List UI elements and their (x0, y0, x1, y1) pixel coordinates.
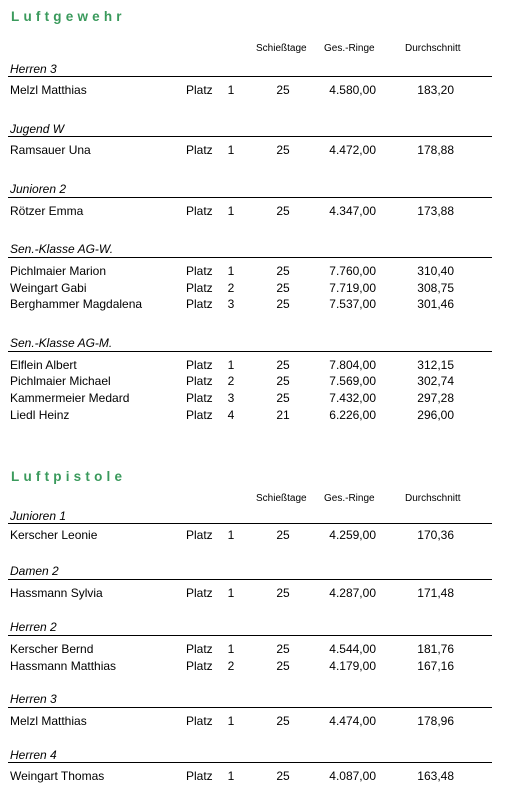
table-row (0, 528, 512, 544)
avg-value: 171,48 (417, 586, 454, 600)
rank-value: 2 (227, 281, 235, 295)
days-value: 25 (276, 83, 290, 97)
shooter-name: Rötzer Emma (10, 204, 84, 218)
category-label: Herren 3 (10, 692, 57, 706)
days-value: 25 (276, 264, 290, 278)
header-ges-ringe: Ges.-Ringe (324, 493, 375, 504)
avg-value: 178,88 (417, 143, 454, 157)
rank-value: 1 (227, 642, 235, 656)
category-rule (8, 76, 492, 77)
rank-value: 1 (227, 83, 235, 97)
avg-value: 183,20 (417, 83, 454, 97)
table-row (0, 83, 512, 99)
rank-value: 3 (227, 297, 235, 311)
platz-label: Platz (186, 143, 213, 157)
category-label: Herren 2 (10, 620, 57, 634)
shooter-name: Kerscher Leonie (10, 528, 98, 542)
platz-label: Platz (186, 769, 213, 783)
category-label: Jugend W (10, 122, 65, 136)
table-row (0, 714, 512, 730)
shooter-name: Melzl Matthias (10, 83, 87, 97)
rank-value: 1 (227, 528, 235, 542)
table-row (0, 281, 512, 297)
avg-value: 173,88 (417, 204, 454, 218)
header-schiesstage: Schießtage (256, 493, 307, 504)
days-value: 25 (276, 391, 290, 405)
rank-value: 3 (227, 391, 235, 405)
platz-label: Platz (186, 374, 213, 388)
rings-value: 7.537,00 (329, 297, 376, 311)
avg-value: 181,76 (417, 642, 454, 656)
avg-value: 297,28 (417, 391, 454, 405)
rings-value: 6.226,00 (329, 408, 376, 422)
shooter-name: Pichlmaier Marion (10, 264, 107, 278)
rank-value: 1 (227, 143, 235, 157)
days-value: 25 (276, 659, 290, 673)
category-rule (8, 579, 492, 580)
category-label: Herren 3 (10, 62, 57, 76)
days-value: 25 (276, 204, 290, 218)
platz-label: Platz (186, 83, 213, 97)
platz-label: Platz (186, 358, 213, 372)
shooter-name: Weingart Thomas (10, 769, 105, 783)
table-row (0, 391, 512, 407)
rank-value: 2 (227, 659, 235, 673)
days-value: 21 (276, 408, 290, 422)
platz-label: Platz (186, 391, 213, 405)
header-durchschnitt: Durchschnitt (405, 43, 461, 54)
rings-value: 7.760,00 (329, 264, 376, 278)
category-rule (8, 351, 492, 352)
rank-value: 1 (227, 264, 235, 278)
platz-label: Platz (186, 281, 213, 295)
shooter-name: Kerscher Bernd (10, 642, 94, 656)
rings-value: 4.474,00 (329, 714, 376, 728)
table-row (0, 143, 512, 159)
shooter-name: Berghammer Magdalena (10, 297, 143, 311)
section-title-luftpistole: Luftpistole (11, 469, 127, 484)
category-label: Sen.-Klasse AG-W. (10, 242, 114, 256)
rings-value: 4.544,00 (329, 642, 376, 656)
rank-value: 4 (227, 408, 235, 422)
platz-label: Platz (186, 528, 213, 542)
category-label: Sen.-Klasse AG-M. (10, 336, 113, 350)
shooter-name: Kammermeier Medard (10, 391, 130, 405)
shooter-name: Elflein Albert (10, 358, 77, 372)
category-rule (8, 707, 492, 708)
avg-value: 170,36 (417, 528, 454, 542)
rings-value: 7.719,00 (329, 281, 376, 295)
table-row (0, 769, 512, 785)
header-schiesstage: Schießtage (256, 43, 307, 54)
category-label: Herren 4 (10, 748, 57, 762)
shooter-name: Liedl Heinz (10, 408, 70, 422)
avg-value: 312,15 (417, 358, 454, 372)
shooter-name: Pichlmaier Michael (10, 374, 111, 388)
days-value: 25 (276, 769, 290, 783)
platz-label: Platz (186, 264, 213, 278)
header-ges-ringe: Ges.-Ringe (324, 43, 375, 54)
avg-value: 302,74 (417, 374, 454, 388)
rank-value: 2 (227, 374, 235, 388)
avg-value: 178,96 (417, 714, 454, 728)
table-row (0, 659, 512, 675)
rings-value: 4.259,00 (329, 528, 376, 542)
rings-value: 4.472,00 (329, 143, 376, 157)
days-value: 25 (276, 586, 290, 600)
avg-value: 308,75 (417, 281, 454, 295)
category-rule (8, 136, 492, 137)
days-value: 25 (276, 143, 290, 157)
shooter-name: Hassmann Matthias (10, 659, 117, 673)
days-value: 25 (276, 714, 290, 728)
rank-value: 1 (227, 358, 235, 372)
days-value: 25 (276, 297, 290, 311)
avg-value: 310,40 (417, 264, 454, 278)
avg-value: 167,16 (417, 659, 454, 673)
table-row (0, 204, 512, 220)
category-label: Damen 2 (10, 564, 59, 578)
table-row (0, 374, 512, 390)
platz-label: Platz (186, 642, 213, 656)
rings-value: 7.569,00 (329, 374, 376, 388)
section-title-luftgewehr: Luftgewehr (11, 9, 126, 24)
table-row (0, 297, 512, 313)
rank-value: 1 (227, 714, 235, 728)
shooter-name: Weingart Gabi (10, 281, 87, 295)
days-value: 25 (276, 528, 290, 542)
category-rule (8, 762, 492, 763)
avg-value: 301,46 (417, 297, 454, 311)
rings-value: 4.087,00 (329, 769, 376, 783)
rings-value: 7.432,00 (329, 391, 376, 405)
category-rule (8, 523, 492, 524)
days-value: 25 (276, 374, 290, 388)
shooter-name: Ramsauer Una (10, 143, 91, 157)
category-label: Junioren 1 (10, 509, 67, 523)
table-row (0, 264, 512, 280)
header-durchschnitt: Durchschnitt (405, 493, 461, 504)
rings-value: 4.580,00 (329, 83, 376, 97)
category-rule (8, 197, 492, 198)
rings-value: 4.347,00 (329, 204, 376, 218)
platz-label: Platz (186, 714, 213, 728)
shooter-name: Melzl Matthias (10, 714, 87, 728)
platz-label: Platz (186, 297, 213, 311)
platz-label: Platz (186, 586, 213, 600)
platz-label: Platz (186, 408, 213, 422)
avg-value: 163,48 (417, 769, 454, 783)
days-value: 25 (276, 281, 290, 295)
avg-value: 296,00 (417, 408, 454, 422)
platz-label: Platz (186, 204, 213, 218)
rank-value: 1 (227, 204, 235, 218)
category-rule (8, 257, 492, 258)
shooter-name: Hassmann Sylvia (10, 586, 103, 600)
table-row (0, 586, 512, 602)
table-row (0, 642, 512, 658)
days-value: 25 (276, 358, 290, 372)
rings-value: 4.179,00 (329, 659, 376, 673)
rank-value: 1 (227, 769, 235, 783)
table-row (0, 408, 512, 424)
rings-value: 4.287,00 (329, 586, 376, 600)
platz-label: Platz (186, 659, 213, 673)
category-label: Junioren 2 (10, 182, 67, 196)
days-value: 25 (276, 642, 290, 656)
rings-value: 7.804,00 (329, 358, 376, 372)
category-rule (8, 635, 492, 636)
table-row (0, 358, 512, 374)
rank-value: 1 (227, 586, 235, 600)
